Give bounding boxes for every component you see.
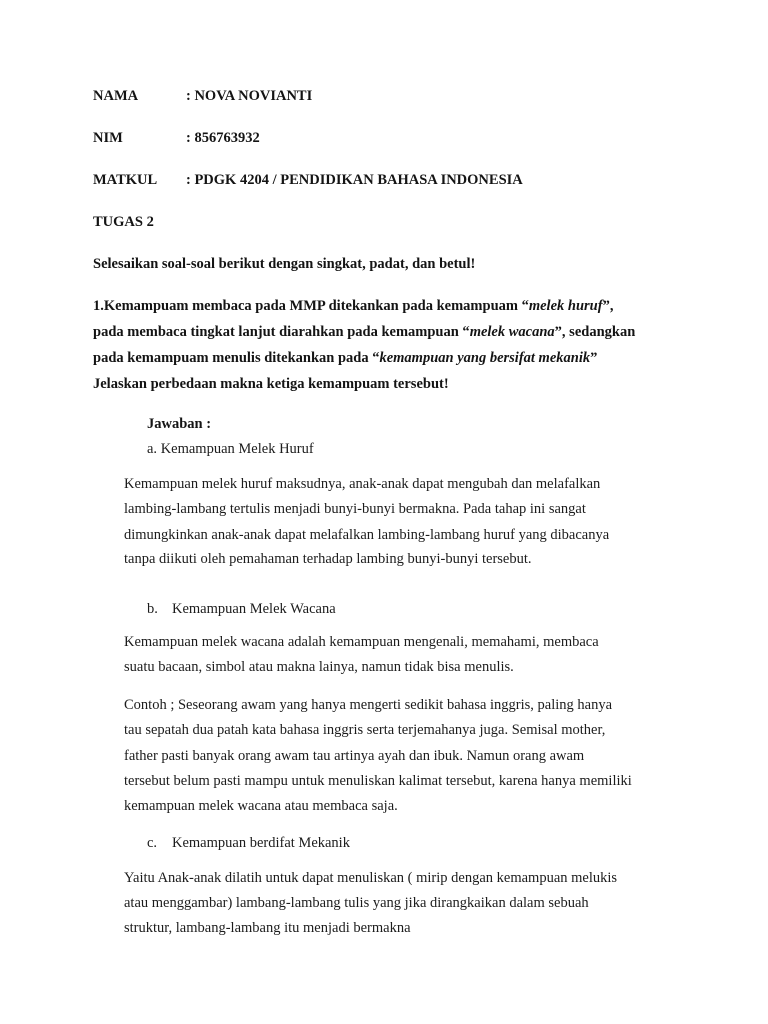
paragraph-line: dimungkinkan anak-anak dapat melafalkan lambing-lambang huruf yang dibacanya xyxy=(124,527,610,543)
question-emphasis: melek wacana xyxy=(469,324,555,340)
nim-label: NIM xyxy=(93,130,123,146)
question-emphasis: kemampuan yang bersifat mekanik xyxy=(379,350,591,366)
paragraph-line: Contoh ; Seseorang awam yang hanya mengerti sedikit bahasa inggris, paling hanya xyxy=(124,697,613,713)
section-marker: b. xyxy=(147,601,158,617)
paragraph-line: Yaitu Anak-anak dilatih untuk dapat menuliskan ( mirip dengan kemampuan melukis xyxy=(124,870,618,886)
paragraph-line: atau menggambar) lambang-lambang tulis yang jika dirangkaikan dalam sebuah xyxy=(124,895,589,911)
section-title: Kemampuan berdifat Mekanik xyxy=(172,835,350,851)
nim-value: : 856763932 xyxy=(186,130,260,146)
paragraph-line: tau sepatah dua patah kata bahasa inggris serta terjemahanya juga. Semisal mother, xyxy=(124,722,606,738)
question-line xyxy=(93,322,635,342)
paragraph-line: tersebut belum pasti mampu untuk menuliskan kalimat tersebut, karena hanya memiliki xyxy=(124,773,632,789)
answer-heading: Jawaban : xyxy=(147,416,212,432)
question-text: Jelaskan perbedaan makna ketiga kemampuam tersebut! xyxy=(93,376,449,392)
section-title: Kemampuan Melek Huruf xyxy=(160,441,314,457)
paragraph-line: lambing-lambang tertulis menjadi bunyi-bunyi bermakna. Pada tahap ini sangat xyxy=(124,501,586,517)
section-heading xyxy=(147,439,314,459)
question-text: ”, xyxy=(602,298,614,314)
name-value: : NOVA NOVIANTI xyxy=(186,88,313,104)
instruction-text: Selesaikan soal-soal berikut dengan singkat, padat, dan betul! xyxy=(93,256,476,272)
question-text: ” xyxy=(590,350,598,366)
name-label: NAMA xyxy=(93,88,139,104)
question-emphasis: melek huruf xyxy=(528,298,603,314)
section-marker: c. xyxy=(147,835,158,851)
question-text: pada membaca tingkat lanjut diarahkan pada kemampuan “ xyxy=(93,324,470,340)
paragraph-line: tanpa diikuti oleh pemahaman terhadap lambing bunyi-bunyi tersebut. xyxy=(124,551,532,567)
question-text: pada kemampuam menulis ditekankan pada “ xyxy=(93,350,380,366)
paragraph-line: father pasti banyak orang awam tau artinya ayah dan ibuk. Namun orang awam xyxy=(124,748,585,764)
question-text: 1.Kemampuam membaca pada MMP ditekankan pada kemampuam “ xyxy=(93,298,529,314)
question-text: ”, sedangkan xyxy=(554,324,636,340)
paragraph-line: Kemampuan melek huruf maksudnya, anak-anak dapat mengubah dan melafalkan xyxy=(124,476,601,492)
paragraph-line: kemampuan melek wacana atau membaca saja. xyxy=(124,798,398,814)
course-label: MATKUL xyxy=(93,172,158,188)
paragraph-line: struktur, lambang-lambang itu menjadi bermakna xyxy=(124,920,411,936)
section-marker: a. xyxy=(147,441,158,457)
paragraph-line: Kemampuan melek wacana adalah kemampuan mengenali, memahami, membaca xyxy=(124,634,599,650)
section-title: Kemampuan Melek Wacana xyxy=(172,601,336,617)
question-line xyxy=(93,348,597,368)
question-line xyxy=(93,374,449,394)
course-value: : PDGK 4204 / PENDIDIKAN BAHASA INDONESIA xyxy=(186,172,523,188)
task-title: TUGAS 2 xyxy=(93,214,154,230)
paragraph-line: suatu bacaan, simbol atau makna lainya, namun tidak bisa menulis. xyxy=(124,659,514,675)
question-line xyxy=(93,296,613,316)
